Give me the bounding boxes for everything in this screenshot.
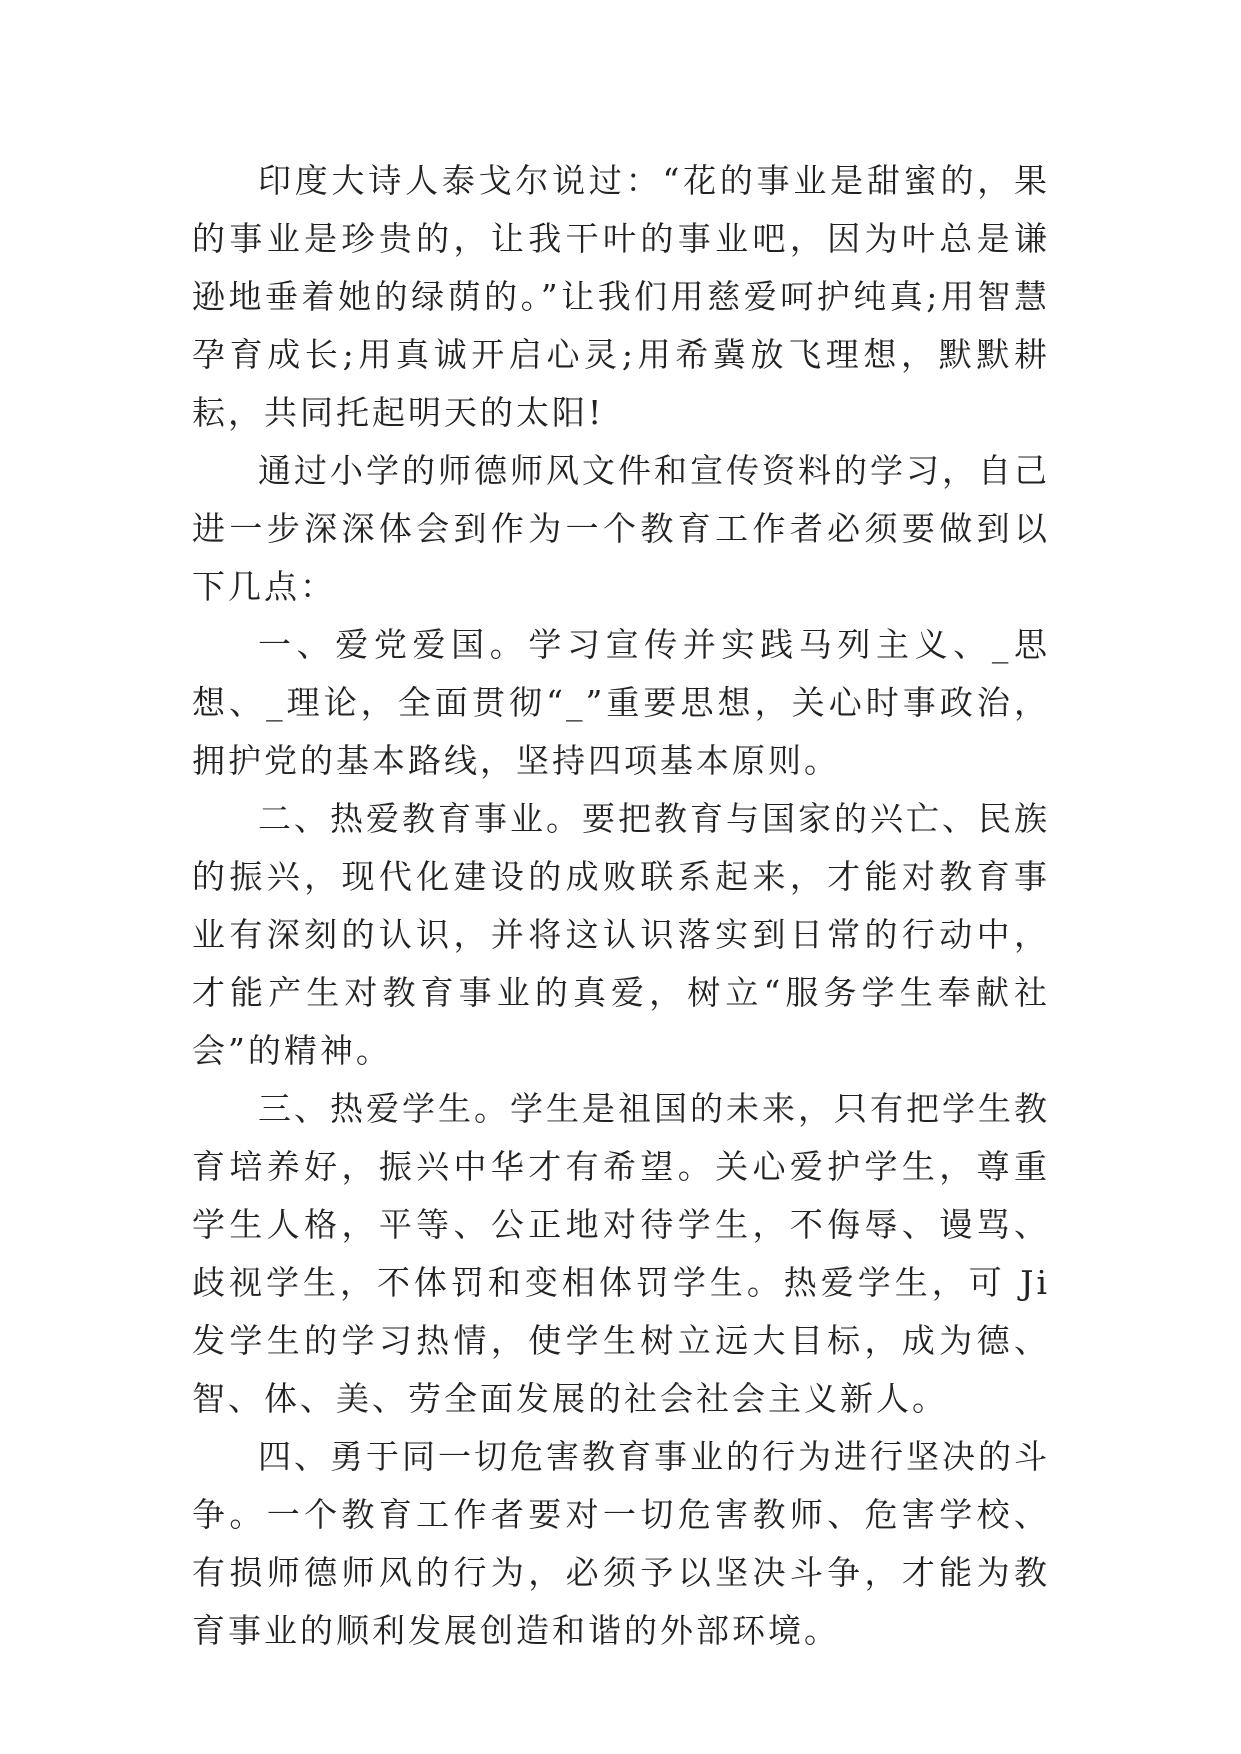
paragraph-tagore-quote: 印度大诗人泰戈尔说过：“花的事业是甜蜜的，果的事业是珍贵的，让我干叶的事业吧，因为叶总是谦逊地垂着她的绿荫的。”让我们用慈爱呵护纯真;用智慧孕育成长;用真诚开启心灵;用希冀放飞理想，默默耕耘，共同托起明天的太阳! [192,161,1050,432]
paragraph-point-4: 四、勇于同一切危害教育事业的行为进行坚决的斗争。一个教育工作者要对一切危害教师、危害学校、有损师德师风的行为，必须予以坚决斗争，才能为教育事业的顺利发展创造和谐的外部环境。 [192,1437,1050,1650]
document-body [192,152,1050,1660]
paragraph-study-intro: 通过小学的师德师风文件和宣传资料的学习，自己进一步深深体会到作为一个教育工作者必须要做到以下几点： [192,451,1050,606]
paragraph-point-1: 一、爱党爱国。学习宣传并实践马列主义、_思想、_理论，全面贯彻“_”重要思想，关心时事政治，拥护党的基本路线，坚持四项基本原则。 [192,625,1050,780]
paragraph-point-3: 三、热爱学生。学生是祖国的未来，只有把学生教育培养好，振兴中华才有希望。关心爱护学生，尊重学生人格，平等、公正地对待学生，不侮辱、谩骂、歧视学生，不体罚和变相体罚学生。热爱学生，可 Ji 发学生的学习热情，使学生树立远大目标，成为德、智、体、美、劳全面发展的社会社会主义新人。 [192,1089,1050,1418]
paragraph-point-2: 二、热爱教育事业。要把教育与国家的兴亡、民族的振兴，现代化建设的成败联系起来，才能对教育事业有深刻的认识，并将这认识落实到日常的行动中，才能产生对教育事业的真爱，树立“服务学生奉献社会”的精神。 [192,799,1050,1070]
